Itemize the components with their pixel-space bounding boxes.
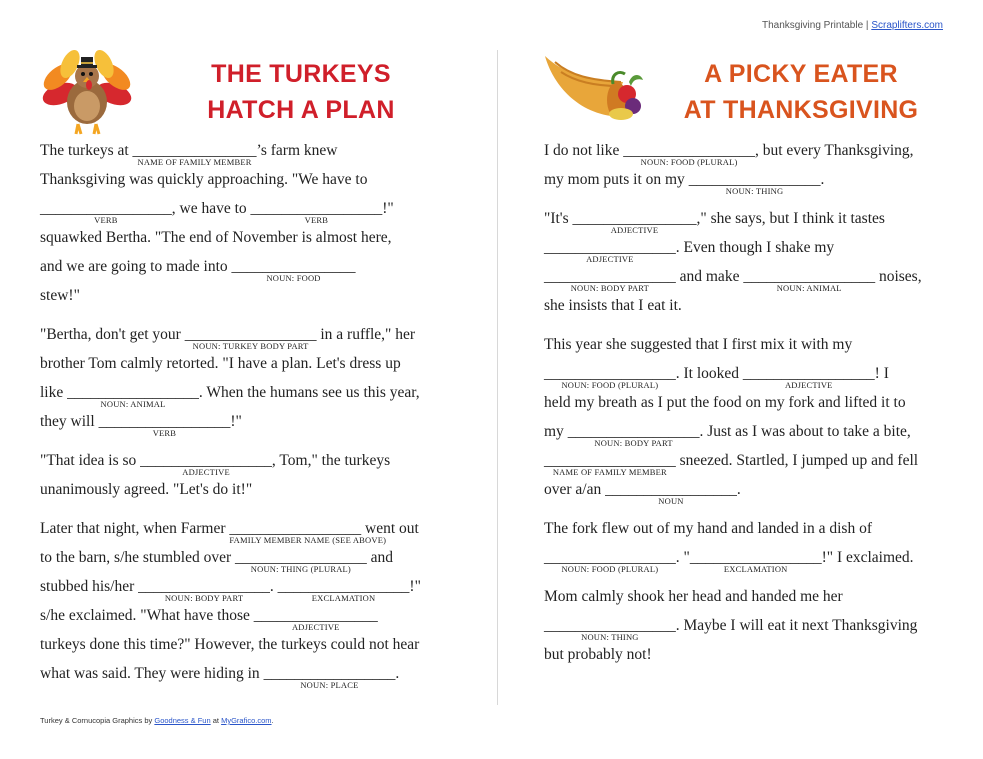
right-title-line-2: AT THANKSGIVING [683, 96, 919, 124]
story-text: and we are going to made into [40, 258, 232, 275]
blank-caption: NOUN: ANIMAL [776, 283, 842, 293]
story-text: noises, [875, 268, 922, 285]
story-text: , we have to [171, 200, 251, 217]
story-text: sneezed. Startled, I jumped up and fell [675, 452, 919, 469]
blank-caption: NOUN: BODY PART [594, 438, 673, 448]
story-text: "Bertha, don't get your [40, 326, 185, 343]
story-line [40, 518, 460, 547]
blank-caption: NOUN: FOOD (PLURAL) [561, 380, 659, 390]
story-line [40, 169, 460, 198]
blank-line: _________________ [605, 481, 737, 498]
fill-in-blank[interactable] [235, 547, 367, 574]
credit-prefix: Turkey & Cornucopia Graphics by [40, 716, 155, 725]
story-line [40, 605, 460, 634]
blank-caption: NOUN: FOOD (PLURAL) [640, 157, 738, 167]
blank-caption: NAME OF FAMILY MEMBER [137, 157, 252, 167]
story-line [544, 266, 954, 295]
story-line [544, 392, 954, 421]
blank-caption: NOUN: FOOD [266, 273, 321, 283]
story-text: to the barn, s/he stumbled over [40, 549, 235, 566]
story-line [40, 411, 460, 440]
blank-caption: VERB [152, 428, 177, 438]
story-text: "It's [544, 210, 573, 227]
blank-line: _________________ [567, 423, 700, 440]
fill-in-blank[interactable] [544, 547, 676, 574]
story-line [544, 334, 954, 363]
right-story-title [636, 56, 966, 128]
story-line [40, 353, 460, 382]
blank-caption: ADJECTIVE [291, 622, 340, 632]
right-title-line-1: A PICKY EATER [704, 60, 898, 88]
story-text: This year she suggested that I first mix it with my [544, 336, 853, 353]
blank-line: _________________ [742, 365, 875, 382]
blank-caption: NOUN: FOOD (PLURAL) [561, 564, 659, 574]
blank-line: _________________ [544, 617, 676, 634]
blank-caption: NOUN: BODY PART [570, 283, 650, 293]
story-text: in a ruffle," her [316, 326, 416, 343]
story-text: Mom calmly shook her head and handed me her [544, 588, 843, 605]
story-line [544, 450, 954, 479]
story-text: "That idea is so [40, 452, 141, 469]
story-text: brother Tom calmly retorted. "I have a plan. Let's dress up [40, 355, 401, 372]
story-line [40, 663, 460, 692]
blank-caption: NOUN: THING (PLURAL) [250, 564, 351, 574]
story-text: . [269, 578, 278, 595]
blank-caption: VERB [94, 215, 118, 225]
story-line [40, 547, 460, 576]
story-text: . When the humans see us this year, [198, 384, 420, 401]
header-note [762, 20, 943, 31]
turkey-illustration [38, 44, 136, 136]
blank-caption: ADJECTIVE [586, 254, 634, 264]
story-line [40, 256, 460, 285]
blank-caption: NOUN [658, 496, 684, 506]
story-line [544, 547, 954, 576]
fill-in-blank[interactable] [138, 576, 270, 603]
fill-in-blank[interactable] [231, 256, 356, 283]
blank-line: _________________ [623, 142, 755, 159]
blank-caption: NOUN: PLACE [300, 680, 359, 690]
blank-line: _________________ [98, 413, 231, 430]
fill-in-blank[interactable] [140, 450, 272, 477]
story-text: ! I [874, 365, 889, 382]
story-line [40, 314, 460, 324]
story-line [40, 227, 460, 256]
blank-line: _________________ [544, 452, 676, 469]
fill-in-blank[interactable] [253, 605, 378, 632]
story-line [40, 440, 460, 450]
story-text: ’s farm knew [256, 142, 338, 159]
story-line [40, 634, 460, 663]
fill-in-blank[interactable] [98, 411, 231, 438]
story-line [544, 508, 954, 518]
story-text: unanimously agreed. "Let's do it!" [40, 481, 253, 498]
fill-in-blank[interactable] [689, 547, 822, 574]
graphics-credit [40, 716, 274, 725]
blank-caption: NOUN: THING [725, 186, 784, 196]
fill-in-blank[interactable] [743, 266, 876, 293]
blank-line: ________________ [231, 258, 356, 275]
fill-in-blank[interactable] [250, 198, 383, 225]
story-text: . " [675, 549, 690, 566]
blank-line: _________________ [263, 665, 396, 682]
left-title-line-2: HATCH A PLAN [207, 96, 395, 124]
story-text: !" [409, 578, 421, 595]
story-line [40, 198, 460, 227]
fill-in-blank[interactable] [132, 140, 257, 167]
column-divider [497, 50, 498, 705]
left-story-title [172, 56, 430, 128]
story-text: my [544, 423, 568, 440]
story-text: went out [361, 520, 419, 537]
story-text: , Tom," the turkeys [271, 452, 391, 469]
blank-line: _________________ [277, 578, 410, 595]
blank-line: _________________ [67, 384, 199, 401]
story-line [544, 363, 954, 392]
blank-line: ________________ [572, 210, 697, 227]
fill-in-blank[interactable] [184, 324, 317, 351]
story-line [40, 382, 460, 411]
blank-line: _________________ [544, 239, 676, 256]
blank-caption: VERB [304, 215, 329, 225]
story-line [40, 479, 460, 508]
blank-caption: NAME OF FAMILY MEMBER [552, 467, 667, 477]
header-label: Thanksgiving Printable | [761, 20, 869, 31]
story-text: . [820, 171, 825, 188]
story-text: !" I exclaimed. [821, 549, 914, 566]
story-text: , but every Thanksgiving, [754, 142, 914, 159]
blank-caption: NOUN: BODY PART [164, 593, 244, 603]
story-line [544, 615, 954, 644]
left-title-line-1: THE TURKEYS [211, 60, 391, 88]
credit-suffix: . [271, 716, 274, 725]
story-text: like [40, 384, 68, 401]
fill-in-blank[interactable] [229, 518, 387, 545]
story-text: and [366, 549, 394, 566]
blank-line: _________________ [138, 578, 270, 595]
story-line [544, 576, 954, 586]
left-story-text [40, 140, 460, 692]
goodness-fun-link[interactable]: Goodness & Fun [154, 716, 211, 725]
story-text: what was said. They were hiding in [40, 665, 264, 682]
story-text: turkeys done this time?" However, the turkeys could not hear [40, 636, 420, 653]
story-text: stubbed his/her [40, 578, 139, 595]
blank-line: _________________ [140, 452, 272, 469]
story-text: . [736, 481, 741, 498]
blank-line: ________________ [253, 607, 378, 624]
story-line [544, 479, 954, 508]
story-line [544, 208, 954, 237]
blank-caption: NOUN: ANIMAL [100, 399, 166, 409]
story-text: The fork flew out of my hand and landed in a dish of [544, 520, 872, 537]
blank-line: _________________ [40, 200, 172, 217]
fill-in-blank[interactable] [263, 663, 396, 690]
blank-caption: ADJECTIVE [610, 225, 659, 235]
story-text: s/he exclaimed. "What have those [40, 607, 254, 624]
story-text: over a/an [544, 481, 606, 498]
fill-in-blank[interactable] [623, 140, 755, 167]
story-line [544, 237, 954, 266]
blank-caption: EXCLAMATION [311, 593, 376, 603]
blank-line: _________________ [689, 549, 822, 566]
fill-in-blank[interactable] [544, 363, 676, 390]
fill-in-blank[interactable] [742, 363, 875, 390]
story-text: Thanksgiving was quickly approaching. "We have to [40, 171, 368, 188]
story-text: . Just as I was about to take a bite, [699, 423, 911, 440]
story-text: ," she says, but I think it tastes [696, 210, 885, 227]
story-text: The turkeys at [40, 142, 133, 159]
blank-caption: NOUN: THING [581, 632, 639, 642]
story-line [544, 586, 954, 615]
fill-in-blank[interactable] [544, 266, 676, 293]
blank-line: _________________ [235, 549, 367, 566]
story-text: Later that night, when Farmer [40, 520, 230, 537]
story-line [40, 140, 460, 169]
blank-line: _________________ [688, 171, 821, 188]
story-text: I do not like [544, 142, 624, 159]
story-text: . It looked [675, 365, 743, 382]
story-line [40, 508, 460, 518]
fill-in-blank[interactable] [544, 450, 676, 477]
blank-line: _________________ [250, 200, 383, 217]
blank-line: _________________ [544, 549, 676, 566]
story-line [544, 518, 954, 547]
story-line [40, 576, 460, 605]
blank-line: ________________ [132, 142, 257, 159]
fill-in-blank[interactable] [688, 169, 821, 196]
fill-in-blank[interactable] [40, 198, 172, 225]
story-line [544, 644, 954, 673]
story-text: stew!" [40, 287, 80, 304]
story-text: she insists that I eat it. [544, 297, 682, 314]
cornucopia-illustration [541, 48, 646, 128]
fill-in-blank[interactable] [572, 208, 697, 235]
mygrafico-link[interactable]: MyGrafico.com [221, 716, 272, 725]
story-line [40, 285, 460, 314]
story-line [544, 295, 954, 324]
story-text: !" [230, 413, 242, 430]
blank-caption: FAMILY MEMBER NAME (SEE ABOVE) [229, 535, 387, 545]
blank-caption: ADJECTIVE [182, 467, 230, 477]
fill-in-blank[interactable] [544, 237, 676, 264]
scraplifters-link[interactable]: Scraplifters.com [871, 20, 943, 31]
story-line [544, 169, 954, 198]
blank-line: _________________ [743, 268, 876, 285]
story-line [544, 140, 954, 169]
story-text: squawked Bertha. "The end of November is almost here, [40, 229, 392, 246]
blank-line: _________________ [544, 365, 676, 382]
fill-in-blank[interactable] [605, 479, 737, 506]
story-line [40, 324, 460, 353]
story-line [544, 198, 954, 208]
story-line [40, 450, 460, 479]
story-text: they will [40, 413, 99, 430]
right-story-text [544, 140, 954, 673]
blank-line: _________________ [544, 268, 676, 285]
credit-mid: at [210, 716, 222, 725]
story-text: held my breath as I put the food on my fork and lifted it to [544, 394, 906, 411]
story-text: but probably not! [544, 646, 652, 663]
story-text: my mom puts it on my [544, 171, 689, 188]
fill-in-blank[interactable] [277, 576, 410, 603]
fill-in-blank[interactable] [67, 382, 199, 409]
story-text: and make [675, 268, 744, 285]
story-text: . [395, 665, 400, 682]
story-line [544, 324, 954, 334]
blank-caption: ADJECTIVE [784, 380, 833, 390]
fill-in-blank[interactable] [544, 615, 676, 642]
blank-line: _________________ [229, 520, 362, 537]
blank-caption: EXCLAMATION [723, 564, 788, 574]
blank-caption: NOUN: TURKEY BODY PART [192, 341, 309, 351]
story-line [544, 421, 954, 450]
story-text: . Even though I shake my [675, 239, 835, 256]
blank-line: _________________ [184, 326, 317, 343]
story-text: !" [382, 200, 394, 217]
story-text: . Maybe I will eat it next Thanksgiving [675, 617, 918, 634]
fill-in-blank[interactable] [567, 421, 700, 448]
